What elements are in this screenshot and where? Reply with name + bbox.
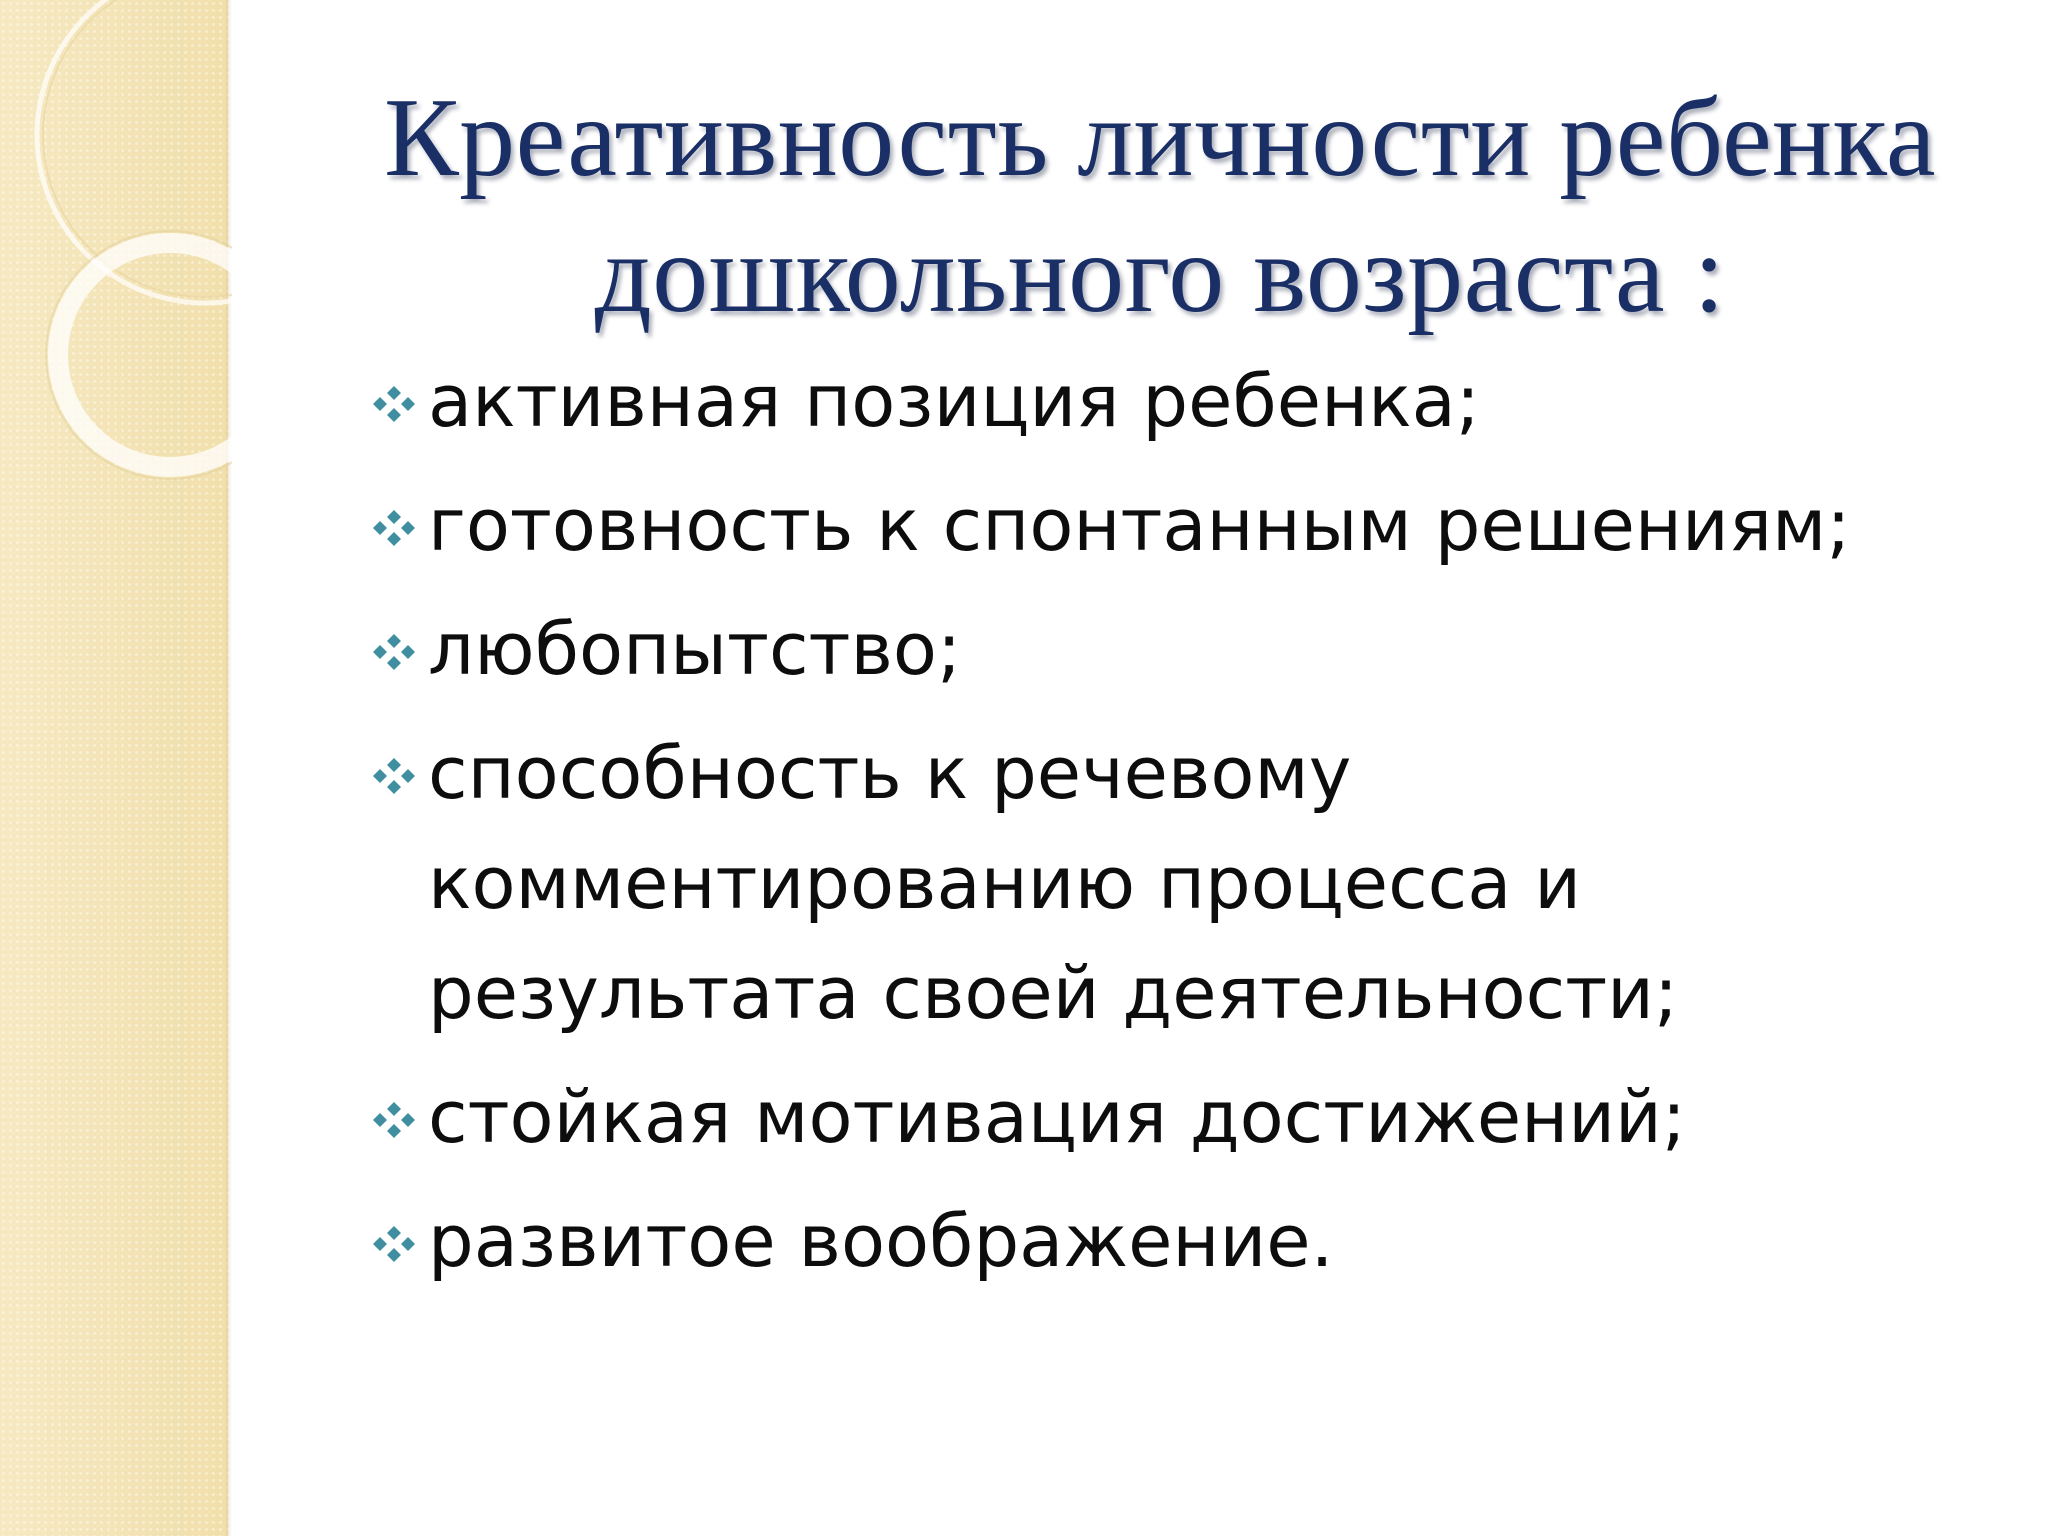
list-item	[368, 594, 1988, 704]
list-item	[368, 346, 1988, 456]
bullet-text: развитое воображение.	[428, 1199, 1334, 1283]
slide-title-line-1: Креативность личности ребенка	[383, 76, 1937, 200]
bullet-text: готовность к спонтанным решениям;	[428, 483, 1851, 567]
diamond-cluster-icon	[368, 632, 420, 672]
diamond-cluster-icon	[368, 756, 420, 796]
bullet-list	[368, 346, 1988, 1310]
diamond-cluster-icon	[368, 384, 420, 424]
slide-title-line-2: дошкольного возраста :	[594, 212, 1726, 336]
list-item	[368, 470, 1988, 580]
list-item	[368, 718, 1988, 1048]
bullet-text: способность к речевому комментированию процесса и результата своей деятельности;	[428, 731, 1679, 1035]
list-item	[368, 1062, 1988, 1172]
bullet-text: любопытство;	[428, 607, 962, 691]
bullet-text: активная позиция ребенка;	[428, 359, 1481, 443]
diamond-cluster-icon	[368, 1224, 420, 1264]
diamond-cluster-icon	[368, 1100, 420, 1140]
decorative-rings-icon	[0, 0, 232, 520]
diamond-cluster-icon	[368, 508, 420, 548]
list-item	[368, 1186, 1988, 1296]
slide-title	[330, 70, 1990, 342]
bullet-text: стойкая мотивация достижений;	[428, 1075, 1687, 1159]
